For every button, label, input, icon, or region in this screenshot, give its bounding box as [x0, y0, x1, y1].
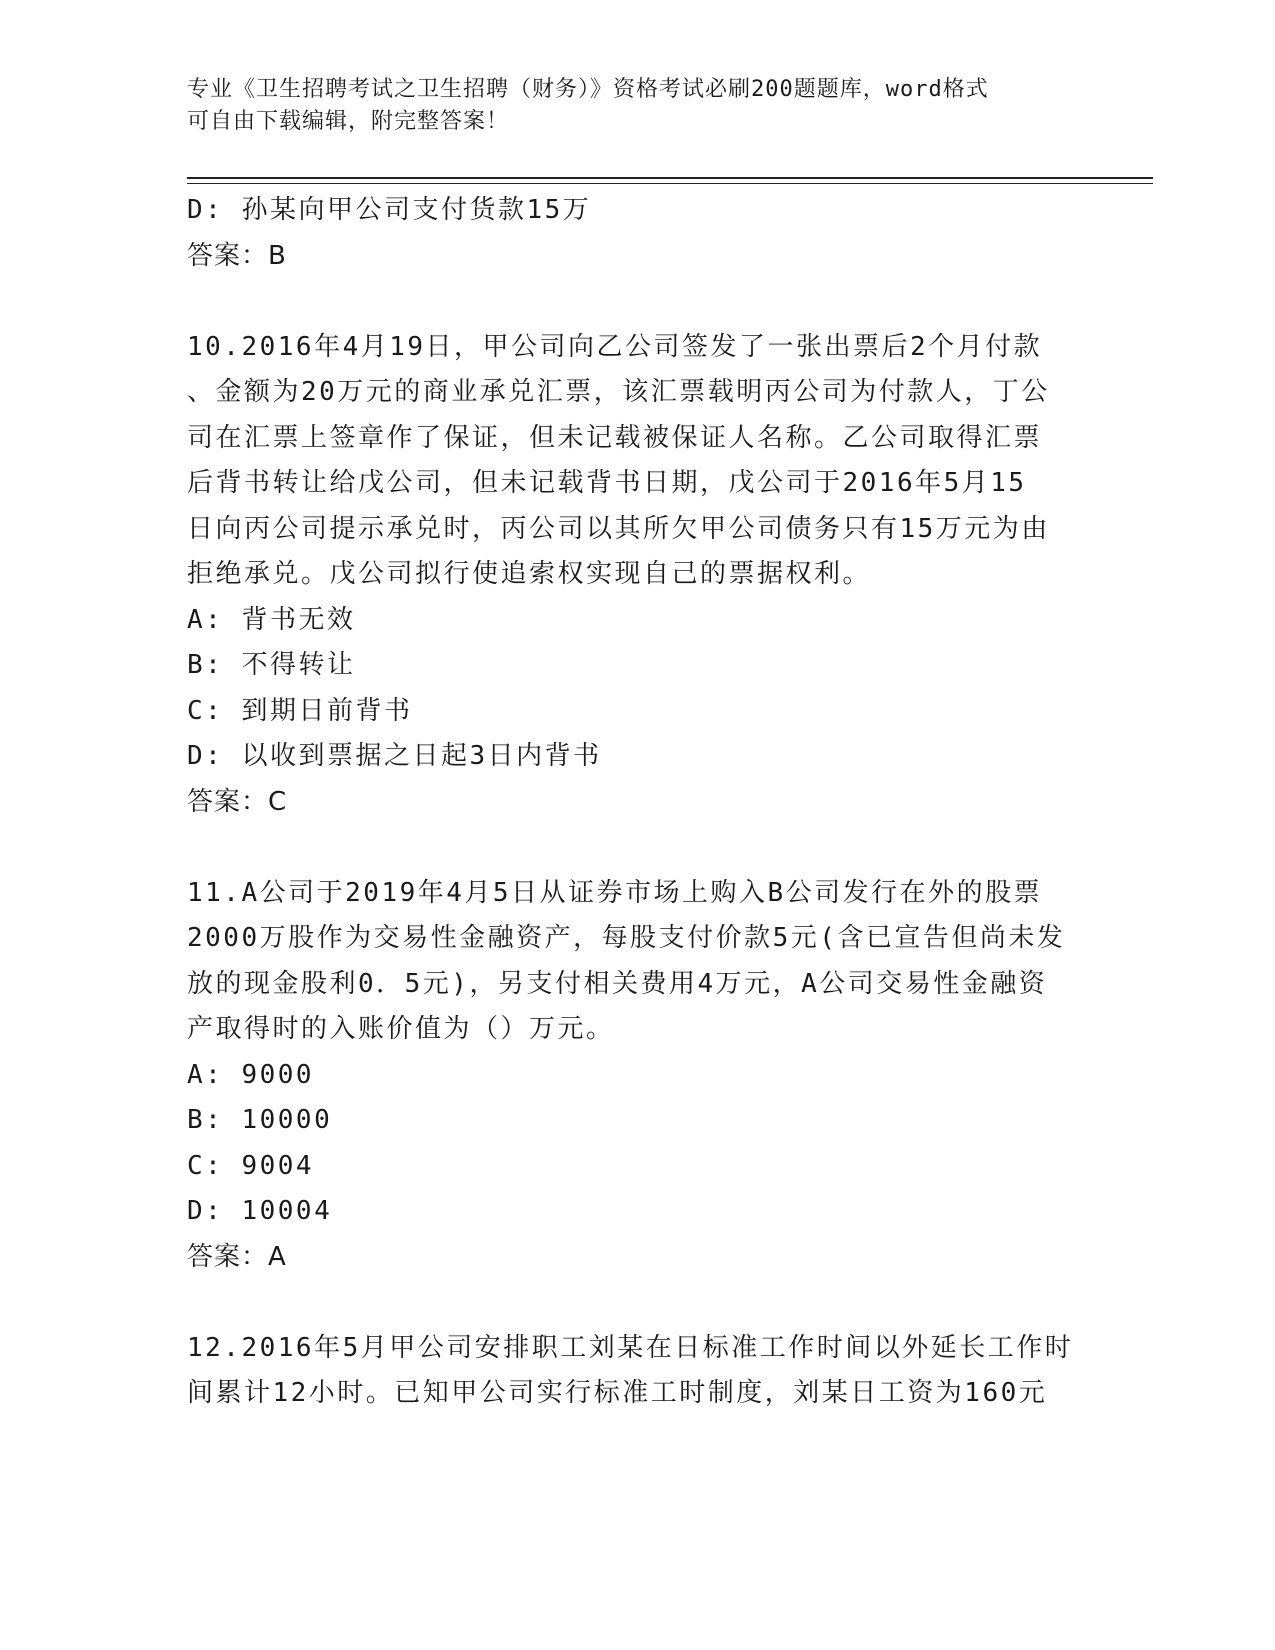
- question-text-line: 12.2016年5月甲公司安排职工刘某在日标准工作时间以外延长工作时: [187, 1332, 1074, 1363]
- question-11: [187, 871, 1087, 1281]
- header-rule-thin: [187, 183, 1153, 184]
- question-text-line: 间累计12小时。已知甲公司实行标准工时制度，刘某日工资为160元: [187, 1378, 1048, 1408]
- spacer: [187, 279, 1087, 325]
- option-c: C: 9004: [187, 1150, 315, 1181]
- option-d: D: 孙某向甲公司支付货款15万: [187, 195, 592, 225]
- option-d: D: 10004: [187, 1196, 333, 1226]
- question-10: [187, 325, 1087, 826]
- header-line-1: 专业《卫生招聘考试之卫生招聘（财务）》资格考试必刷200题题库，word格式: [187, 77, 989, 102]
- answer-line: 答案：C: [187, 786, 288, 817]
- question-9-tail: [187, 188, 1087, 279]
- question-text-line: 10.2016年4月19日，甲公司向乙公司签发了一张出票后2个月付款: [187, 331, 1043, 362]
- option-b: B: 10000: [187, 1105, 333, 1135]
- document-body: [187, 188, 1087, 1417]
- spacer: [187, 825, 1087, 871]
- question-text-line: 11.A公司于2019年4月5日从证券市场上购入B公司发行在外的股票: [187, 877, 1043, 908]
- question-text-line: 2000万股作为交易性金融资产，每股支付价款5元(含已宣告但尚未发: [187, 923, 1066, 953]
- header-line-2: 可自由下载编辑，附完整答案！: [187, 109, 510, 134]
- option-b: B: 不得转让: [187, 650, 356, 680]
- option-c: C: 到期日前背书: [187, 695, 413, 726]
- question-text-line: 产取得时的入账价值为（）万元。: [187, 1014, 615, 1044]
- spacer: [187, 1280, 1087, 1326]
- option-d: D: 以收到票据之日起3日内背书: [187, 741, 602, 771]
- question-text-line: 日向丙公司提示承兑时，丙公司以其所欠甲公司债务只有15万元为由: [187, 513, 1050, 544]
- question-12: [187, 1326, 1087, 1417]
- question-text-line: 司在汇票上签章作了保证，但未记载被保证人名称。乙公司取得汇票: [187, 422, 1043, 453]
- answer-line: 答案：B: [187, 240, 287, 271]
- answer-line: 答案：A: [187, 1241, 287, 1272]
- page-header: [187, 74, 1067, 138]
- header-rule-thick: [187, 177, 1153, 179]
- question-text-line: 、金额为20万元的商业承兑汇票，该汇票载明丙公司为付款人，丁公: [187, 377, 1050, 407]
- question-text-line: 放的现金股利0．5元)，另支付相关费用4万元，A公司交易性金融资: [187, 968, 1048, 999]
- question-text-line: 拒绝承兑。戊公司拟行使追索权实现自己的票据权利。: [187, 559, 872, 589]
- option-a: A: 9000: [187, 1059, 315, 1090]
- option-a: A: 背书无效: [187, 604, 356, 635]
- question-text-line: 后背书转让给戊公司，但未记载背书日期，戊公司于2016年5月15: [187, 468, 1027, 498]
